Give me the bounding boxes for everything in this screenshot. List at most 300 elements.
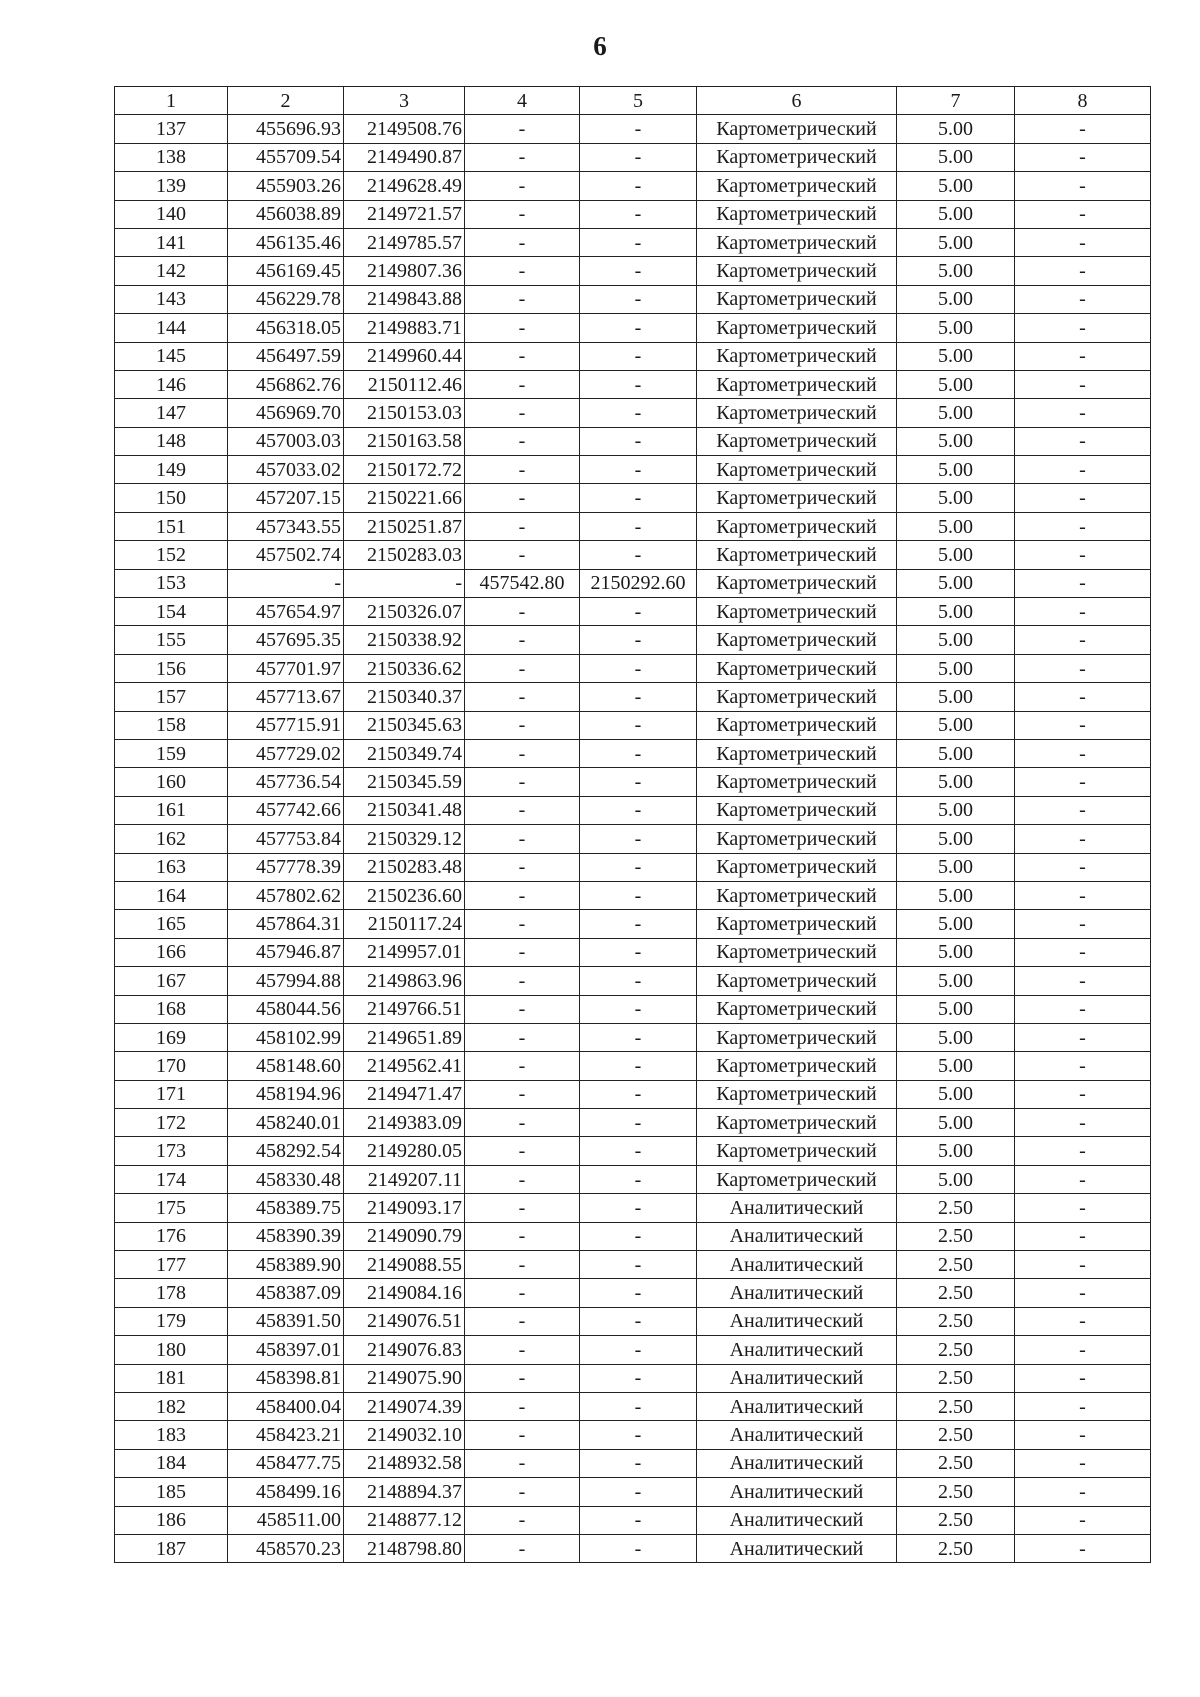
method-cell: Картометрический bbox=[697, 484, 897, 512]
accuracy-cell: 2.50 bbox=[897, 1364, 1015, 1392]
table-row bbox=[115, 484, 1151, 512]
point-number-cell: 183 bbox=[115, 1421, 228, 1449]
x-coordinate-alt-cell: - bbox=[465, 1137, 580, 1165]
accuracy-cell: 5.00 bbox=[897, 370, 1015, 398]
method-cell: Картометрический bbox=[697, 768, 897, 796]
y-coordinate-alt-cell: - bbox=[580, 626, 697, 654]
accuracy-cell: 2.50 bbox=[897, 1449, 1015, 1477]
table-row bbox=[115, 1251, 1151, 1279]
point-number-cell: 149 bbox=[115, 456, 228, 484]
table-row bbox=[115, 1080, 1151, 1108]
x-coordinate-alt-cell: - bbox=[465, 1336, 580, 1364]
accuracy-cell: 5.00 bbox=[897, 768, 1015, 796]
x-coordinate-alt-cell: - bbox=[465, 172, 580, 200]
point-number-cell: 140 bbox=[115, 200, 228, 228]
y-coordinate-alt-cell: - bbox=[580, 456, 697, 484]
y-coordinate-cell: 2149207.11 bbox=[344, 1165, 465, 1193]
point-number-cell: 154 bbox=[115, 598, 228, 626]
point-number-cell: 168 bbox=[115, 995, 228, 1023]
x-coordinate-cell: 458387.09 bbox=[228, 1279, 344, 1307]
note-cell: - bbox=[1015, 1364, 1151, 1392]
table-row bbox=[115, 1534, 1151, 1562]
method-cell: Аналитический bbox=[697, 1279, 897, 1307]
table-row bbox=[115, 626, 1151, 654]
accuracy-cell: 5.00 bbox=[897, 1080, 1015, 1108]
point-number-cell: 137 bbox=[115, 115, 228, 143]
y-coordinate-cell: 2150236.60 bbox=[344, 881, 465, 909]
table-row bbox=[115, 314, 1151, 342]
method-cell: Аналитический bbox=[697, 1364, 897, 1392]
y-coordinate-alt-cell: - bbox=[580, 143, 697, 171]
x-coordinate-cell: 457033.02 bbox=[228, 456, 344, 484]
accuracy-cell: 5.00 bbox=[897, 257, 1015, 285]
method-cell: Картометрический bbox=[697, 342, 897, 370]
x-coordinate-cell: 457701.97 bbox=[228, 654, 344, 682]
note-cell: - bbox=[1015, 1506, 1151, 1534]
x-coordinate-alt-cell: - bbox=[465, 598, 580, 626]
accuracy-cell: 5.00 bbox=[897, 1023, 1015, 1051]
x-coordinate-cell: 457946.87 bbox=[228, 938, 344, 966]
table-row bbox=[115, 200, 1151, 228]
table-row bbox=[115, 967, 1151, 995]
x-coordinate-cell: 456862.76 bbox=[228, 370, 344, 398]
note-cell: - bbox=[1015, 995, 1151, 1023]
note-cell: - bbox=[1015, 569, 1151, 597]
x-coordinate-cell: 458102.99 bbox=[228, 1023, 344, 1051]
method-cell: Картометрический bbox=[697, 1080, 897, 1108]
x-coordinate-alt-cell: - bbox=[465, 1421, 580, 1449]
table-row bbox=[115, 739, 1151, 767]
table-body bbox=[115, 115, 1151, 1563]
x-coordinate-cell: 457864.31 bbox=[228, 910, 344, 938]
x-coordinate-alt-cell: - bbox=[465, 881, 580, 909]
header-cell-col-6: 6 bbox=[697, 87, 897, 115]
table-row bbox=[115, 853, 1151, 881]
x-coordinate-alt-cell: - bbox=[465, 456, 580, 484]
table-row bbox=[115, 881, 1151, 909]
table-row bbox=[115, 399, 1151, 427]
y-coordinate-alt-cell: - bbox=[580, 172, 697, 200]
y-coordinate-cell: 2149076.83 bbox=[344, 1336, 465, 1364]
x-coordinate-alt-cell: - bbox=[465, 143, 580, 171]
method-cell: Картометрический bbox=[697, 825, 897, 853]
y-coordinate-cell: 2149090.79 bbox=[344, 1222, 465, 1250]
accuracy-cell: 2.50 bbox=[897, 1251, 1015, 1279]
accuracy-cell: 5.00 bbox=[897, 228, 1015, 256]
y-coordinate-cell: 2149628.49 bbox=[344, 172, 465, 200]
method-cell: Картометрический bbox=[697, 938, 897, 966]
table-row bbox=[115, 1449, 1151, 1477]
x-coordinate-alt-cell: - bbox=[465, 512, 580, 540]
note-cell: - bbox=[1015, 1251, 1151, 1279]
table-row bbox=[115, 512, 1151, 540]
table-row bbox=[115, 1392, 1151, 1420]
header-cell-col-3: 3 bbox=[344, 87, 465, 115]
y-coordinate-alt-cell: - bbox=[580, 995, 697, 1023]
table-row bbox=[115, 370, 1151, 398]
method-cell: Картометрический bbox=[697, 995, 897, 1023]
method-cell: Картометрический bbox=[697, 314, 897, 342]
accuracy-cell: 5.00 bbox=[897, 796, 1015, 824]
accuracy-cell: 5.00 bbox=[897, 598, 1015, 626]
accuracy-cell: 5.00 bbox=[897, 143, 1015, 171]
y-coordinate-alt-cell: - bbox=[580, 1023, 697, 1051]
x-coordinate-cell: 456969.70 bbox=[228, 399, 344, 427]
accuracy-cell: 2.50 bbox=[897, 1336, 1015, 1364]
y-coordinate-cell: 2149075.90 bbox=[344, 1364, 465, 1392]
note-cell: - bbox=[1015, 370, 1151, 398]
accuracy-cell: 5.00 bbox=[897, 399, 1015, 427]
y-coordinate-cell: 2149074.39 bbox=[344, 1392, 465, 1420]
y-coordinate-cell: 2150338.92 bbox=[344, 626, 465, 654]
accuracy-cell: 5.00 bbox=[897, 484, 1015, 512]
accuracy-cell: 2.50 bbox=[897, 1421, 1015, 1449]
y-coordinate-cell: 2149785.57 bbox=[344, 228, 465, 256]
table-row bbox=[115, 654, 1151, 682]
accuracy-cell: 2.50 bbox=[897, 1279, 1015, 1307]
method-cell: Картометрический bbox=[697, 739, 897, 767]
method-cell: Аналитический bbox=[697, 1449, 897, 1477]
y-coordinate-cell: 2149088.55 bbox=[344, 1251, 465, 1279]
y-coordinate-alt-cell: - bbox=[580, 825, 697, 853]
y-coordinate-alt-cell: - bbox=[580, 427, 697, 455]
point-number-cell: 141 bbox=[115, 228, 228, 256]
table-row bbox=[115, 1478, 1151, 1506]
point-number-cell: 143 bbox=[115, 285, 228, 313]
x-coordinate-alt-cell: - bbox=[465, 257, 580, 285]
x-coordinate-cell: 457742.66 bbox=[228, 796, 344, 824]
method-cell: Картометрический bbox=[697, 1165, 897, 1193]
point-number-cell: 184 bbox=[115, 1449, 228, 1477]
y-coordinate-cell: 2150251.87 bbox=[344, 512, 465, 540]
accuracy-cell: 5.00 bbox=[897, 115, 1015, 143]
y-coordinate-cell: 2150221.66 bbox=[344, 484, 465, 512]
x-coordinate-alt-cell: - bbox=[465, 1109, 580, 1137]
accuracy-cell: 5.00 bbox=[897, 910, 1015, 938]
y-coordinate-cell: 2150283.03 bbox=[344, 541, 465, 569]
y-coordinate-alt-cell: - bbox=[580, 967, 697, 995]
y-coordinate-alt-cell: - bbox=[580, 1534, 697, 1562]
note-cell: - bbox=[1015, 1392, 1151, 1420]
accuracy-cell: 5.00 bbox=[897, 569, 1015, 597]
accuracy-cell: 5.00 bbox=[897, 456, 1015, 484]
header-cell-col-7: 7 bbox=[897, 87, 1015, 115]
y-coordinate-alt-cell: - bbox=[580, 1506, 697, 1534]
y-coordinate-cell: 2149766.51 bbox=[344, 995, 465, 1023]
accuracy-cell: 5.00 bbox=[897, 967, 1015, 995]
accuracy-cell: 5.00 bbox=[897, 541, 1015, 569]
method-cell: Картометрический bbox=[697, 626, 897, 654]
table-row bbox=[115, 115, 1151, 143]
y-coordinate-cell: 2150163.58 bbox=[344, 427, 465, 455]
accuracy-cell: 5.00 bbox=[897, 1165, 1015, 1193]
x-coordinate-alt-cell: - bbox=[465, 1478, 580, 1506]
table-row bbox=[115, 456, 1151, 484]
y-coordinate-cell: - bbox=[344, 569, 465, 597]
y-coordinate-cell: 2149084.16 bbox=[344, 1279, 465, 1307]
note-cell: - bbox=[1015, 825, 1151, 853]
x-coordinate-cell: 456229.78 bbox=[228, 285, 344, 313]
note-cell: - bbox=[1015, 1137, 1151, 1165]
table-row bbox=[115, 228, 1151, 256]
y-coordinate-alt-cell: - bbox=[580, 541, 697, 569]
table-row bbox=[115, 768, 1151, 796]
y-coordinate-cell: 2150345.63 bbox=[344, 711, 465, 739]
y-coordinate-cell: 2149508.76 bbox=[344, 115, 465, 143]
y-coordinate-alt-cell: - bbox=[580, 484, 697, 512]
x-coordinate-alt-cell: - bbox=[465, 768, 580, 796]
x-coordinate-alt-cell: - bbox=[465, 711, 580, 739]
x-coordinate-alt-cell: - bbox=[465, 1307, 580, 1335]
y-coordinate-cell: 2150283.48 bbox=[344, 853, 465, 881]
x-coordinate-cell: 458044.56 bbox=[228, 995, 344, 1023]
accuracy-cell: 5.00 bbox=[897, 683, 1015, 711]
method-cell: Картометрический bbox=[697, 399, 897, 427]
point-number-cell: 139 bbox=[115, 172, 228, 200]
note-cell: - bbox=[1015, 711, 1151, 739]
y-coordinate-cell: 2150172.72 bbox=[344, 456, 465, 484]
y-coordinate-alt-cell: - bbox=[580, 938, 697, 966]
x-coordinate-alt-cell: - bbox=[465, 342, 580, 370]
y-coordinate-alt-cell: - bbox=[580, 768, 697, 796]
x-coordinate-alt-cell: - bbox=[465, 626, 580, 654]
point-number-cell: 185 bbox=[115, 1478, 228, 1506]
point-number-cell: 170 bbox=[115, 1052, 228, 1080]
x-coordinate-cell: 458240.01 bbox=[228, 1109, 344, 1137]
y-coordinate-alt-cell: - bbox=[580, 1165, 697, 1193]
header-row bbox=[115, 87, 1151, 115]
table-row bbox=[115, 541, 1151, 569]
accuracy-cell: 5.00 bbox=[897, 1052, 1015, 1080]
note-cell: - bbox=[1015, 626, 1151, 654]
method-cell: Картометрический bbox=[697, 910, 897, 938]
point-number-cell: 173 bbox=[115, 1137, 228, 1165]
y-coordinate-alt-cell: - bbox=[580, 115, 697, 143]
x-coordinate-alt-cell: - bbox=[465, 1165, 580, 1193]
method-cell: Картометрический bbox=[697, 796, 897, 824]
x-coordinate-alt-cell: - bbox=[465, 399, 580, 427]
method-cell: Аналитический bbox=[697, 1534, 897, 1562]
y-coordinate-alt-cell: - bbox=[580, 853, 697, 881]
y-coordinate-cell: 2149490.87 bbox=[344, 143, 465, 171]
table-row bbox=[115, 569, 1151, 597]
method-cell: Аналитический bbox=[697, 1307, 897, 1335]
y-coordinate-alt-cell: - bbox=[580, 1137, 697, 1165]
method-cell: Аналитический bbox=[697, 1392, 897, 1420]
accuracy-cell: 5.00 bbox=[897, 172, 1015, 200]
x-coordinate-alt-cell: - bbox=[465, 228, 580, 256]
accuracy-cell: 5.00 bbox=[897, 825, 1015, 853]
y-coordinate-alt-cell: 2150292.60 bbox=[580, 569, 697, 597]
note-cell: - bbox=[1015, 1336, 1151, 1364]
x-coordinate-alt-cell: - bbox=[465, 1364, 580, 1392]
x-coordinate-cell: 456169.45 bbox=[228, 257, 344, 285]
table-row bbox=[115, 1194, 1151, 1222]
table-row bbox=[115, 1165, 1151, 1193]
note-cell: - bbox=[1015, 399, 1151, 427]
x-coordinate-cell: 455709.54 bbox=[228, 143, 344, 171]
x-coordinate-alt-cell: - bbox=[465, 739, 580, 767]
point-number-cell: 177 bbox=[115, 1251, 228, 1279]
accuracy-cell: 2.50 bbox=[897, 1222, 1015, 1250]
x-coordinate-cell: 455903.26 bbox=[228, 172, 344, 200]
method-cell: Картометрический bbox=[697, 683, 897, 711]
y-coordinate-cell: 2149471.47 bbox=[344, 1080, 465, 1108]
x-coordinate-cell: - bbox=[228, 569, 344, 597]
y-coordinate-cell: 2150349.74 bbox=[344, 739, 465, 767]
method-cell: Картометрический bbox=[697, 228, 897, 256]
y-coordinate-alt-cell: - bbox=[580, 1449, 697, 1477]
x-coordinate-alt-cell: 457542.80 bbox=[465, 569, 580, 597]
y-coordinate-cell: 2148877.12 bbox=[344, 1506, 465, 1534]
y-coordinate-alt-cell: - bbox=[580, 200, 697, 228]
y-coordinate-alt-cell: - bbox=[580, 1478, 697, 1506]
y-coordinate-alt-cell: - bbox=[580, 739, 697, 767]
accuracy-cell: 5.00 bbox=[897, 200, 1015, 228]
table-row bbox=[115, 711, 1151, 739]
table-row bbox=[115, 938, 1151, 966]
x-coordinate-cell: 457715.91 bbox=[228, 711, 344, 739]
method-cell: Картометрический bbox=[697, 456, 897, 484]
note-cell: - bbox=[1015, 1478, 1151, 1506]
note-cell: - bbox=[1015, 910, 1151, 938]
point-number-cell: 155 bbox=[115, 626, 228, 654]
y-coordinate-cell: 2150117.24 bbox=[344, 910, 465, 938]
table-row bbox=[115, 143, 1151, 171]
note-cell: - bbox=[1015, 1052, 1151, 1080]
note-cell: - bbox=[1015, 1165, 1151, 1193]
x-coordinate-cell: 458194.96 bbox=[228, 1080, 344, 1108]
x-coordinate-alt-cell: - bbox=[465, 825, 580, 853]
method-cell: Картометрический bbox=[697, 541, 897, 569]
method-cell: Картометрический bbox=[697, 711, 897, 739]
accuracy-cell: 5.00 bbox=[897, 626, 1015, 654]
x-coordinate-cell: 457713.67 bbox=[228, 683, 344, 711]
y-coordinate-alt-cell: - bbox=[580, 1194, 697, 1222]
note-cell: - bbox=[1015, 1534, 1151, 1562]
x-coordinate-alt-cell: - bbox=[465, 1279, 580, 1307]
x-coordinate-cell: 456038.89 bbox=[228, 200, 344, 228]
y-coordinate-alt-cell: - bbox=[580, 228, 697, 256]
accuracy-cell: 5.00 bbox=[897, 853, 1015, 881]
table-header bbox=[115, 87, 1151, 115]
y-coordinate-cell: 2149883.71 bbox=[344, 314, 465, 342]
x-coordinate-alt-cell: - bbox=[465, 1392, 580, 1420]
note-cell: - bbox=[1015, 456, 1151, 484]
header-cell-col-1: 1 bbox=[115, 87, 228, 115]
table-row bbox=[115, 995, 1151, 1023]
x-coordinate-alt-cell: - bbox=[465, 1194, 580, 1222]
x-coordinate-cell: 458423.21 bbox=[228, 1421, 344, 1449]
x-coordinate-cell: 458292.54 bbox=[228, 1137, 344, 1165]
note-cell: - bbox=[1015, 683, 1151, 711]
note-cell: - bbox=[1015, 967, 1151, 995]
y-coordinate-alt-cell: - bbox=[580, 399, 697, 427]
point-number-cell: 158 bbox=[115, 711, 228, 739]
note-cell: - bbox=[1015, 257, 1151, 285]
y-coordinate-cell: 2149863.96 bbox=[344, 967, 465, 995]
point-number-cell: 151 bbox=[115, 512, 228, 540]
y-coordinate-cell: 2148894.37 bbox=[344, 1478, 465, 1506]
y-coordinate-cell: 2150153.03 bbox=[344, 399, 465, 427]
note-cell: - bbox=[1015, 1421, 1151, 1449]
y-coordinate-cell: 2149843.88 bbox=[344, 285, 465, 313]
table-row bbox=[115, 796, 1151, 824]
method-cell: Картометрический bbox=[697, 285, 897, 313]
point-number-cell: 186 bbox=[115, 1506, 228, 1534]
x-coordinate-cell: 457654.97 bbox=[228, 598, 344, 626]
table-row bbox=[115, 342, 1151, 370]
note-cell: - bbox=[1015, 427, 1151, 455]
y-coordinate-cell: 2149960.44 bbox=[344, 342, 465, 370]
note-cell: - bbox=[1015, 796, 1151, 824]
y-coordinate-alt-cell: - bbox=[580, 1392, 697, 1420]
method-cell: Картометрический bbox=[697, 853, 897, 881]
point-number-cell: 148 bbox=[115, 427, 228, 455]
table-row bbox=[115, 285, 1151, 313]
x-coordinate-cell: 458570.23 bbox=[228, 1534, 344, 1562]
x-coordinate-alt-cell: - bbox=[465, 1449, 580, 1477]
table-row bbox=[115, 1023, 1151, 1051]
note-cell: - bbox=[1015, 768, 1151, 796]
table-row bbox=[115, 1307, 1151, 1335]
x-coordinate-cell: 458148.60 bbox=[228, 1052, 344, 1080]
table-row bbox=[115, 910, 1151, 938]
note-cell: - bbox=[1015, 853, 1151, 881]
accuracy-cell: 5.00 bbox=[897, 285, 1015, 313]
x-coordinate-alt-cell: - bbox=[465, 427, 580, 455]
x-coordinate-alt-cell: - bbox=[465, 654, 580, 682]
x-coordinate-cell: 457695.35 bbox=[228, 626, 344, 654]
method-cell: Картометрический bbox=[697, 598, 897, 626]
point-number-cell: 167 bbox=[115, 967, 228, 995]
note-cell: - bbox=[1015, 881, 1151, 909]
x-coordinate-cell: 458391.50 bbox=[228, 1307, 344, 1335]
note-cell: - bbox=[1015, 228, 1151, 256]
y-coordinate-alt-cell: - bbox=[580, 683, 697, 711]
point-number-cell: 182 bbox=[115, 1392, 228, 1420]
x-coordinate-alt-cell: - bbox=[465, 910, 580, 938]
note-cell: - bbox=[1015, 541, 1151, 569]
y-coordinate-cell: 2149957.01 bbox=[344, 938, 465, 966]
note-cell: - bbox=[1015, 342, 1151, 370]
x-coordinate-cell: 457753.84 bbox=[228, 825, 344, 853]
y-coordinate-cell: 2149562.41 bbox=[344, 1052, 465, 1080]
y-coordinate-alt-cell: - bbox=[580, 257, 697, 285]
note-cell: - bbox=[1015, 1449, 1151, 1477]
accuracy-cell: 2.50 bbox=[897, 1392, 1015, 1420]
accuracy-cell: 2.50 bbox=[897, 1307, 1015, 1335]
x-coordinate-cell: 458477.75 bbox=[228, 1449, 344, 1477]
accuracy-cell: 5.00 bbox=[897, 654, 1015, 682]
y-coordinate-alt-cell: - bbox=[580, 1336, 697, 1364]
x-coordinate-cell: 457802.62 bbox=[228, 881, 344, 909]
note-cell: - bbox=[1015, 115, 1151, 143]
accuracy-cell: 2.50 bbox=[897, 1506, 1015, 1534]
point-number-cell: 175 bbox=[115, 1194, 228, 1222]
x-coordinate-alt-cell: - bbox=[465, 115, 580, 143]
note-cell: - bbox=[1015, 1194, 1151, 1222]
x-coordinate-cell: 457778.39 bbox=[228, 853, 344, 881]
note-cell: - bbox=[1015, 739, 1151, 767]
method-cell: Картометрический bbox=[697, 200, 897, 228]
note-cell: - bbox=[1015, 143, 1151, 171]
y-coordinate-cell: 2149721.57 bbox=[344, 200, 465, 228]
y-coordinate-alt-cell: - bbox=[580, 881, 697, 909]
note-cell: - bbox=[1015, 512, 1151, 540]
y-coordinate-alt-cell: - bbox=[580, 1222, 697, 1250]
table-row bbox=[115, 683, 1151, 711]
